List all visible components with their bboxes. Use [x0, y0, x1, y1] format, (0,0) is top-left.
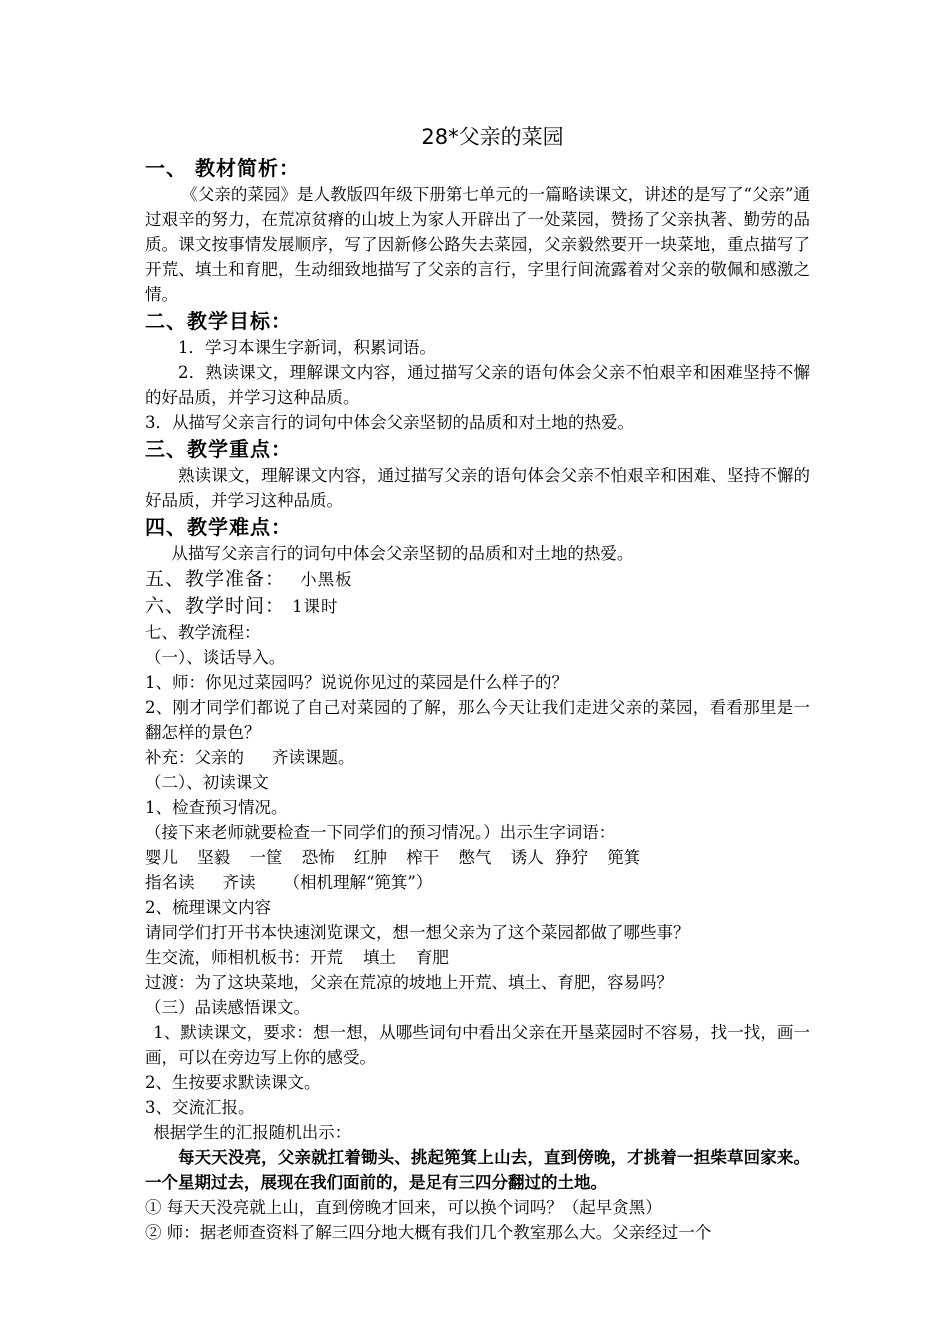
analysis-text: 《父亲的菜园》是人教版四年级下册第七单元的一篇略读课文，讲述的是写了“父亲”通过艰辛的努力，在荒凉贫瘠的山坡上为家人开辟出了一处菜园，赞扬了父亲执著、勤劳的品质。课文按事情发展顺序，写了因新修公路失去菜园，父亲毅然要开一块菜地，重点描写了开荒、填土和育肥，生动细致地描写了父亲的言行，字里行间流露着对父亲的敬佩和感激之情。	[145, 185, 810, 304]
vocab-word: 狰狞	[555, 848, 588, 867]
part1-line1: 1、师：你见过菜园吗？说说你见过的菜园是什么样子的？	[145, 673, 568, 692]
key-points-text: 熟读课文，理解课文内容，通过描写父亲的语句体会父亲不怕艰辛和困难、坚持不懈的好品质，并学习这种品质。	[145, 466, 810, 510]
part1-label: （一）、谈话导入。	[145, 648, 286, 667]
part3-line6: ② 师：据老师查资料了解三四分地大概有我们几个教室那么大。父亲经过一个	[145, 1223, 712, 1242]
time-value: 1课时	[292, 597, 339, 616]
board-item-fertilize: 育肥	[416, 948, 449, 967]
document-page	[145, 120, 810, 1245]
section-preparation	[145, 566, 810, 593]
part3-line2: 2、生按要求默读课文。	[145, 1073, 321, 1092]
part2-line7: 过渡：为了这块菜地，父亲在荒凉的坡地上开荒、填土、育肥，容易吗？	[145, 973, 673, 992]
read-together: 齐读	[222, 873, 256, 892]
vocab-word: 榨干	[406, 848, 440, 867]
goal-item-2: 2．熟读课文，理解课文内容，通过描写父亲的语句体会父亲不怕艰辛和困难坚持不懈的好品质，并学习这种品质。	[145, 363, 810, 407]
part1-line2: 2、刚才同学们都说了自己对菜园的了解，那么今天让我们走进父亲的菜园，看看那里是一翻怎样的景色？	[145, 698, 810, 742]
section-heading-key-points: 三、教学重点：	[145, 437, 292, 461]
vocab-word: 坚毅	[197, 848, 231, 867]
preparation-value: 小黑板	[300, 570, 353, 589]
supplement-action: 齐读课题。	[272, 748, 355, 767]
vocab-word: 憋气	[458, 848, 492, 867]
vocab-word: 婴儿	[145, 848, 178, 867]
part3-line5: ① 每天天没亮就上山，直到傍晚才回来，可以换个词吗？（起早贪黑）	[145, 1198, 662, 1217]
section-time	[145, 593, 810, 620]
part2-line2: （接下来老师就要检查一下同学们的预习情况。）出示生字词语：	[145, 823, 616, 842]
part2-line6	[145, 945, 810, 970]
page-title: 28*父亲的菜园	[421, 125, 564, 149]
part2-line5: 请同学们打开书本快速浏览课文，想一想父亲为了这个菜园都做了哪些事？	[145, 923, 690, 942]
vocab-word: 篼箕	[607, 848, 641, 867]
section-heading-goals: 二、教学目标：	[145, 309, 292, 333]
part3-line3: 3、交流汇报。	[145, 1098, 255, 1117]
difficulties-text: 从描写父亲言行的词句中体会父亲坚韧的品质和对土地的热爱。	[171, 544, 634, 563]
board-note: 生交流，师相机板书：开荒	[145, 948, 343, 967]
part2-line4: 2、梳理课文内容	[145, 898, 271, 917]
preparation-heading: 五、教学准备：	[145, 568, 286, 590]
explain-note: （相机理解“篼箕”）	[283, 873, 433, 892]
part3-line1: 1、默读课文，要求：想一想，从哪些词句中看出父亲在开垦菜园时不容易，找一找，画一画，可以在旁边写上你的感受。	[145, 1023, 810, 1067]
vocab-word: 一筐	[249, 848, 283, 867]
part3-label: （三）品读感悟课文。	[145, 998, 310, 1017]
section-heading-difficulties: 四、教学难点：	[145, 515, 292, 539]
part3-line4: 根据学生的汇报随机出示：	[153, 1123, 352, 1142]
part1-line3	[145, 745, 810, 770]
goal-item-1: 1．学习本课生字新词，积累词语。	[178, 338, 436, 357]
time-heading: 六、教学时间：	[145, 595, 286, 617]
part2-line3	[145, 870, 810, 895]
vocab-word: 红肿	[354, 848, 387, 867]
vocab-word: 恐怖	[301, 848, 335, 867]
read-by-name: 指名读	[145, 873, 195, 892]
part2-line1: 1、检查预习情况。	[145, 798, 288, 817]
quote-passage: 每天天没亮，父亲就扛着锄头、挑起篼箕上山去，直到傍晚，才挑着一担柴草回家来。一个星期过去，展现在我们面前的，是足有三四分翻过的土地。	[145, 1148, 810, 1192]
board-item-fill: 填土	[363, 948, 396, 967]
supplement-label: 补充：父亲的	[145, 748, 244, 767]
part2-label: （二）、初读课文	[145, 773, 269, 792]
section-heading-analysis: 一、 教材简析：	[145, 156, 300, 180]
procedure-heading: 七、教学流程：	[145, 623, 261, 642]
goal-item-3: 3．从描写父亲言行的词句中体会父亲坚韧的品质和对土地的热爱。	[145, 413, 634, 432]
vocab-list	[145, 845, 810, 870]
vocab-word: 诱人	[510, 848, 544, 867]
